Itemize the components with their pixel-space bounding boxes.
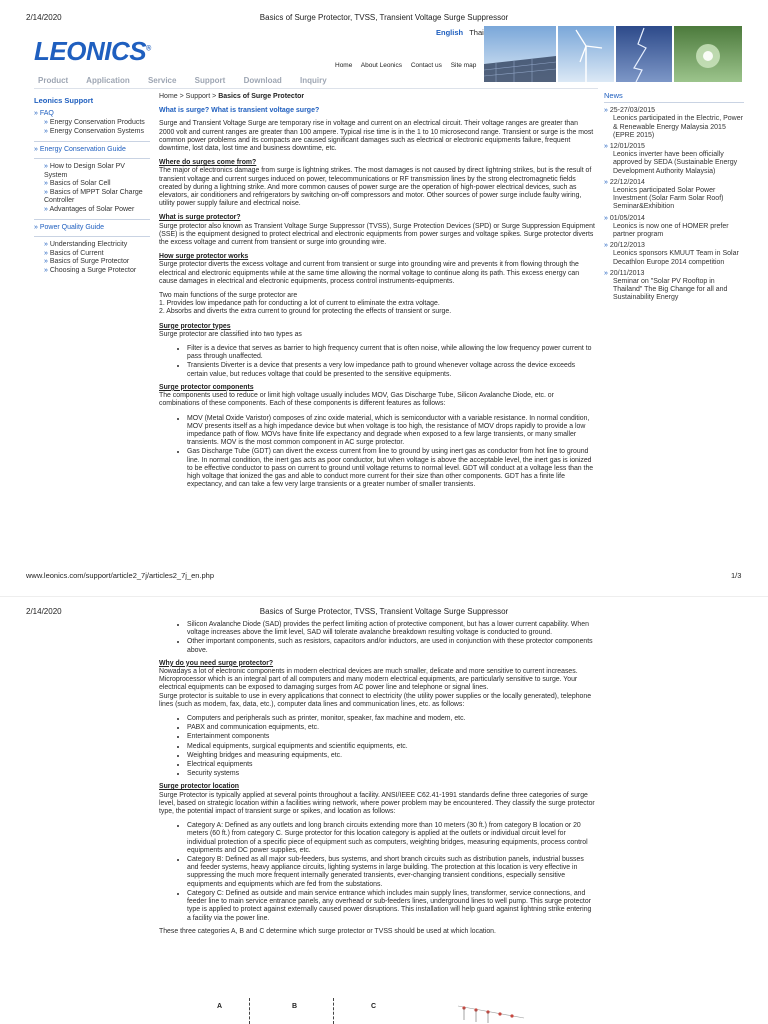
list-item: • PABX and communication equipments, etc. <box>187 724 595 732</box>
paragraph: Nowadays a lot of electronic components in modern electrical devices are much smaller, delicate and more sensitive to current increases. Microprocessor which is an integral part of all computers and many modern electrical equipments, are particularly sensitive to surge. Your electrical equipments can be exposed to damaging surges from AC power line and telephone or signal lines. <box>159 668 578 692</box>
paragraph: The major of electronics damage from surge is lightning strikes. The most damages is not caused by direct lightning strikes, but is the result of transient voltage and current surges induced on power, telecommunications or RF transmission lines by the strong electromagnetic fields created by during a lightning strike. And more common causes of power surge are the operation of high-power electrical devices, such as elevators, air conditioners and refrigerators by switching on-off compressors and motor. Other sources of power surge include faulty wiring, utility power supply failure and electrical noise. <box>159 167 592 208</box>
list-item: • Entertainment components <box>187 733 595 741</box>
top-link-home[interactable]: Home <box>335 62 353 69</box>
page-break <box>0 596 768 597</box>
power-line-illustration <box>456 1000 526 1024</box>
breadcrumb-current: Basics of Surge Protector <box>218 93 305 100</box>
list-item: • Silicon Avalanche Diode (SAD) provides the perfect limiting action of protective component, but has a lower current capability. When voltage increases above the limit level, SAD will tolerate avalanche breakdown resulting voltage is conducted to ground. <box>187 621 595 637</box>
sidebar-subitem[interactable]: » Basics of MPPT Solar Charge Controller <box>34 189 150 206</box>
section-heading: What is surge protector? <box>159 214 241 222</box>
list-item: • Electrical equipments <box>187 761 595 769</box>
diagram-label-b: B <box>292 1003 298 1010</box>
breadcrumb: Home > Support > Basics of Surge Protector <box>159 93 305 100</box>
list-item: 2. Absorbs and diverts the extra current to ground for protecting the effects of transient or surge. <box>159 308 452 316</box>
sidebar-subitem[interactable]: » Understanding Electricity <box>34 241 150 250</box>
list-item: • Filter is a device that serves as barrier to high frequency current that is often noise, while allowing the low frequency power current to pass through unaffected. <box>187 345 595 361</box>
sidebar-subitem[interactable]: » Basics of Current <box>34 250 150 259</box>
paragraph: Surge protector also known as Transient Voltage Surge Suppressor (TVSS), Surge Protection Devices (SPD) or Surge Suppression Equipment (SSE) is the equipment designed to protect electrical and electronic equipments from power surges and voltage spikes. Surge protector diverts the excess voltage and current from transient or surge into grounding wire. <box>159 222 595 247</box>
list-item: • Category C: Defined as outside and main service entrance which includes main supply lines, transformer, service connections, and feeder line to main service entrance panels, any overhead or sub-feeders lines, underground lines to well pump. This surge protector type is applied to protect against externally caused power disruptions. This installation will help guard against lightning strike entering a facility via the power line. <box>187 890 595 923</box>
list-item: • Weighting bridges and measuring equipments, etc. <box>187 752 595 760</box>
lang-thai-link[interactable]: Thai <box>469 28 484 37</box>
list-item: • Security systems <box>187 770 595 778</box>
paragraph: Surge protector are classified into two types as <box>159 330 302 338</box>
components-list <box>159 415 595 490</box>
list-item: • Gas Discharge Tube (GDT) can divert the excess current from line to ground by using inert gas as conductor from hot line to ground line. In normal condition, the inert gas acts as poor conductor, but when voltage is above the acceptable level, the inert gas is ionized to be effective conductor to pass on current to ground until voltage returns to normal level. GDT will conduct at a voltage less than the high voltage that ionized the gas and able to conduct more current for their size than other components. GDT has a finite life expectancy, and can take a few very large transients or a greater number of smaller transients. <box>187 448 595 489</box>
top-links <box>335 62 483 69</box>
nav-service[interactable]: Service <box>147 76 177 85</box>
sidebar-item-power-guide[interactable]: » Power Quality Guide <box>34 224 150 231</box>
nav-application[interactable]: Application <box>86 76 130 85</box>
nav-divider <box>34 88 598 89</box>
nav-product[interactable]: Product <box>38 76 69 85</box>
article-main <box>159 93 595 494</box>
print-footer-url: www.leonics.com/support/article2_7j/articles2_7j_en.php <box>26 571 215 580</box>
sidebar-subitem[interactable]: » Energy Conservation Systems <box>34 128 150 137</box>
section-heading: Surge protector components <box>159 383 254 391</box>
print-doc-title: Basics of Surge Protector, TVSS, Transient Voltage Surge Suppressor <box>259 607 509 616</box>
article-title: What is surge? What is transient voltage surge? <box>159 107 320 115</box>
list-item: • MOV (Metal Oxide Varistor) composes of zinc oxide material, which is semiconductor with a variable resistance. In normal condition, MOV presents itself as a high impedance device but when voltage is too high, the resistance of MOV drops rapidly to provide a low impedance path of flow. MOVs have finite life expectancy and degrade when exposed to a few large transients, or many smaller transients. MOV is the most common component in AC surge protector. <box>187 415 595 448</box>
sidebar-subitem[interactable]: » Basics of Solar Cell <box>34 180 150 189</box>
categories-list <box>159 822 595 922</box>
list-item: • Other important components, such as resistors, capacitors and/or inductors, are used in conjunction with these protector components above. <box>187 638 595 654</box>
diagram-label-c: C <box>371 1003 377 1010</box>
header-banner <box>484 26 742 82</box>
nav-inquiry[interactable]: Inquiry <box>300 76 327 85</box>
nav-download[interactable]: Download <box>243 76 282 85</box>
sidebar-subitem[interactable]: » Choosing a Surge Protector <box>34 267 150 276</box>
news-item[interactable]: » 01/05/2014 Leonics is now one of HOMER prefer partner program <box>604 215 744 240</box>
top-link-contact[interactable]: Contact us <box>410 62 442 69</box>
applications-list <box>159 715 595 778</box>
nav-support[interactable]: Support <box>194 76 226 85</box>
list-item: • Category A: Defined as any outlets and long branch circuits extending more than 10 meters (30 ft.) from category B location or 20 meters (60 ft.) from category C. Surge protector for this location category is applied at the outlets or individual circuit level for individual protection of a specific piece of equipment such as computers, weighting bridges, measuring equipments, process control equipments and DC power supplies, etc. <box>187 822 595 855</box>
list-item: • Transients Diverter is a device that presents a very low impedance path to ground whenever voltage across the device exceeds certain value, but reduces voltage that could be presented to the sensitive equipments. <box>187 362 595 378</box>
sidebar-divider <box>34 158 150 159</box>
print-doc-title: Basics of Surge Protector, TVSS, Transient Voltage Surge Suppressor <box>259 13 509 22</box>
paragraph: Surge protector diverts the excess voltage and current from transient or surge into grounding wire and prevents it from flowing through the electrical and electronic equipments while at the same time allowing the normal voltage to continue along its path. This excess energy can cause damages in electrical and electronic equipments, process control instruments-equipments. <box>159 261 580 285</box>
paragraph: Surge protector is suitable to use in every applications that connect to electricity (the utility power supplies or the locally generated), telephone lines (such as modem, fax, data, etc.), computer data lines and communication lines, etc. as follows: <box>159 692 592 708</box>
breadcrumb-home[interactable]: Home <box>159 93 178 100</box>
sidebar-subitem[interactable]: » Energy Conservation Products <box>34 119 150 128</box>
sidebar-divider <box>34 141 150 142</box>
leonics-logo[interactable]: LEONICS® <box>34 36 151 66</box>
sidebar-item-energy-guide[interactable]: » Energy Conservation Guide <box>34 146 150 153</box>
paragraph: These three categories A, B and C determine which surge protector or TVSS should be used at which location. <box>159 927 496 935</box>
print-footer-page: 1/3 <box>731 571 742 580</box>
sidebar-title: Leonics Support <box>34 96 94 105</box>
list-item: 1. Provides low impedance path for conducting a lot of current to eliminate the extra voltage. <box>159 300 440 308</box>
print-date: 2/14/2020 <box>26 607 62 616</box>
section-heading: Why do you need surge protector? <box>159 659 274 667</box>
section-heading: How surge protector works <box>159 253 249 261</box>
list-item: • Computers and peripherals such as printer, monitor, speaker, fax machine and modem, etc. <box>187 715 595 723</box>
news-panel <box>604 92 744 306</box>
news-item[interactable]: » 25-27/03/2015 Leonics participated in the Electric, Power & Renewable Energy Malaysia 2015 (EPRE 2015) <box>604 107 744 140</box>
sidebar-divider <box>34 236 150 237</box>
sidebar-divider <box>34 219 150 220</box>
main-nav <box>38 76 343 85</box>
diagram-label-a: A <box>217 1003 223 1010</box>
intro-paragraph: Surge and Transient Voltage Surge are temporary rise in voltage and current on an electrical circuit. Their voltage ranges are greater than 2000 volt and current ranges are greater than 100 ampere. Typical rise time is in the 1 to 10 microsecond range. Transient or surge is the most common power problems and its compacts are caused significant damages such as electrical or electronic equipments failure, frequent downtime, lost data, lost time and business downtime, etc. <box>159 120 594 153</box>
news-item[interactable]: » 22/12/2014 Leonics participated Solar Power Investment (Solar Farm Solar Roof) Seminar&Exhibition <box>604 179 744 212</box>
components-list <box>159 621 595 655</box>
top-link-about[interactable]: About Leonics <box>360 62 402 69</box>
breadcrumb-support[interactable]: Support <box>185 93 211 100</box>
lang-english-link[interactable]: English <box>436 28 464 37</box>
diagram-boundary-line <box>249 998 250 1024</box>
list-item: • Category B: Defined as all major sub-feeders, bus systems, and short branch circuits such as distribution panels, industrial busses and feeder systems, heavy appliance circuits, lighting systems in large building. The protection at this location is very effective in suppressing the much more frequent internally generated transients, ever-changing transient conditions, especially sensitive equipments and equipments which are fed from the substations. <box>187 856 595 889</box>
section-heading: Surge protector location <box>159 783 240 791</box>
section-heading: Surge protector types <box>159 322 231 330</box>
news-item[interactable]: » 20/11/2013 Seminar on "Solar PV Rooftop in Thailand" The Big Change for all and Sustainability Energy <box>604 270 744 303</box>
sidebar-subitem[interactable]: » Advantages of Solar Power <box>34 206 150 215</box>
sidebar-item-faq[interactable]: » FAQ <box>34 110 150 117</box>
news-title: News <box>604 92 744 103</box>
section-heading: Where do surges come from? <box>159 159 257 167</box>
list-item: • Medical equipments, surgical equipments and scientific equipments, etc. <box>187 743 595 751</box>
paragraph: Two main functions of the surge protector are <box>159 292 298 300</box>
sidebar-subitem[interactable]: » Basics of Surge Protector <box>34 258 150 267</box>
top-link-sitemap[interactable]: Site map <box>450 62 477 69</box>
news-item[interactable]: » 20/12/2013 Leonics sponsors KMUUT Team in Solar Decathlon Europe 2014 competition <box>604 242 744 267</box>
article-main-continued <box>159 621 595 942</box>
types-list <box>159 345 595 379</box>
sidebar-subitem[interactable]: » How to Design Solar PV System <box>34 163 150 180</box>
news-item[interactable]: » 12/01/2015 Leonics inverter have been officially approved by SEDA (Sustainable Energy Development Authority Malaysia) <box>604 143 744 176</box>
banner-image <box>484 26 742 82</box>
print-date: 2/14/2020 <box>26 13 62 22</box>
language-switch <box>436 28 484 37</box>
paragraph: The components used to reduce or limit high voltage usually includes MOV, Gas Discharge Tube, Silicon Avalanche Diode, etc. or combinations of these components. Each of these components is different features as follows: <box>159 392 554 408</box>
paragraph: Surge Protector is typically applied at several points throughout a facility. ANSI/IEEE C62.41-1991 standards define three categories of surge level, based on strategic location within a facilities wiring network, where power problem may be encountered. They classify the surge protector type, the potential impact of transient surge or spikes, and location as follows: <box>159 791 595 816</box>
diagram-boundary-line <box>333 998 334 1024</box>
support-sidebar <box>34 96 150 275</box>
